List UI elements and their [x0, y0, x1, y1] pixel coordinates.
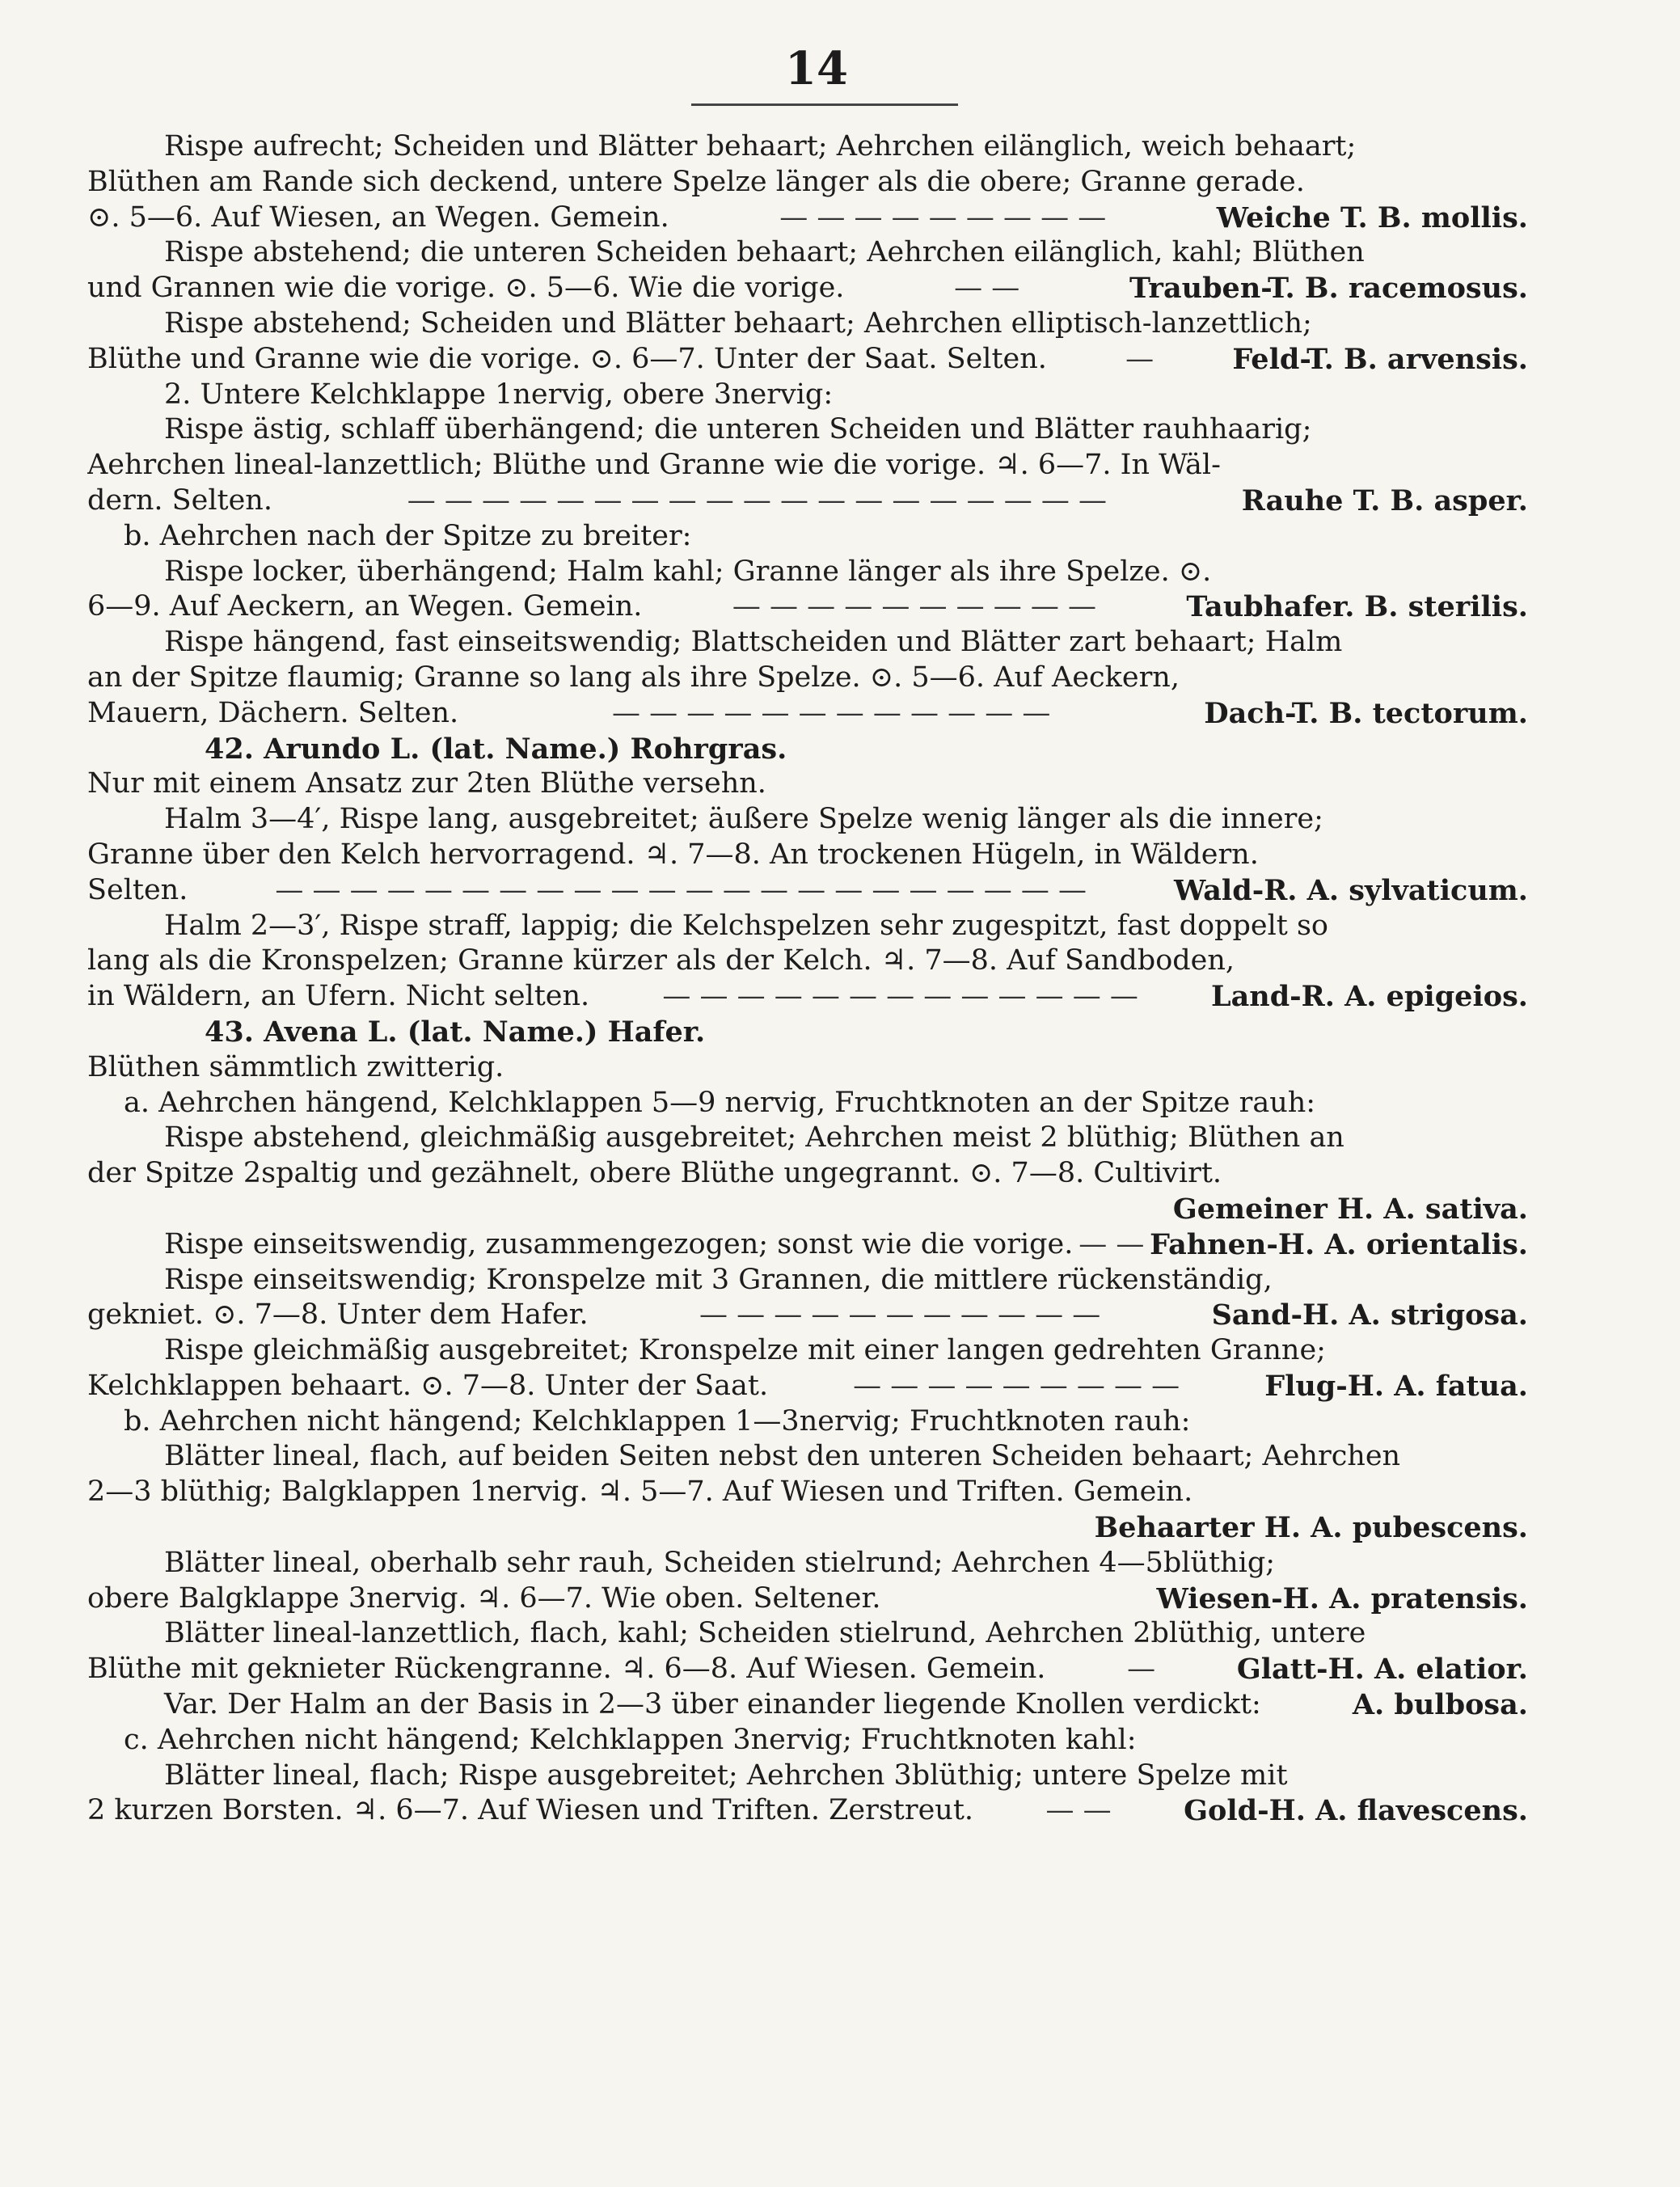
text-line	[87, 1227, 1528, 1263]
species-name: Flug-H. A. fatua.	[1264, 1369, 1528, 1403]
text-line: Rispe gleichmäßig ausgebreitet; Kronspelze mit einer langen gedrehten Granne;	[164, 1334, 1326, 1367]
text-line: Rispe einseitswendig; Kronspelze mit 3 Grannen, die mittlere rückenständig,	[164, 1263, 1273, 1296]
line-text: in Wäldern, an Ufern. Nicht selten.	[87, 980, 590, 1013]
text-line	[87, 589, 1528, 625]
line-text: gekniet. ⊙. 7—8. Unter dem Hafer.	[87, 1298, 589, 1332]
line-dashes: — —	[954, 272, 1020, 305]
species-name: Gold-H. A. flavescens.	[1184, 1794, 1528, 1828]
text-line	[87, 1687, 1528, 1723]
text-line	[87, 483, 1528, 519]
line-text: ⊙. 5—6. Auf Wiesen, an Wegen. Gemein.	[87, 201, 669, 234]
text-line: Rispe aufrecht; Scheiden und Blätter behaart; Aehrchen eilänglich, weich behaart;	[164, 130, 1357, 163]
line-text: Blüthe mit geknieter Rückengranne. ♃. 6—8. Auf Wiesen. Gemein.	[87, 1653, 1046, 1686]
text-line: 2—3 blüthig; Balgklappen 1nervig. ♃. 5—7. Auf Wiesen und Triften. Gemein.	[87, 1476, 1193, 1509]
line-text: 6—9. Auf Aeckern, an Wegen. Gemein.	[87, 590, 643, 623]
line-text: Selten.	[87, 873, 188, 906]
text-line: Granne über den Kelch hervorragend. ♃. 7—8. An trockenen Hügeln, in Wäldern.	[87, 838, 1259, 871]
genus-heading: 43. Avena L. (lat. Name.) Hafer.	[205, 1015, 706, 1049]
line-dashes: — — — — — — — — — — —	[699, 1298, 1101, 1332]
species-name: Wiesen-H. A. pratensis.	[1156, 1581, 1528, 1615]
species-name: Rauhe T. B. asper.	[1241, 483, 1528, 517]
text-line: an der Spitze flaumig; Granne so lang als ihre Spelze. ⊙. 5—6. Auf Aeckern,	[87, 661, 1180, 694]
text-line: Blätter lineal, flach; Rispe ausgebreitet; Aehrchen 3blüthig; untere Spelze mit	[164, 1758, 1288, 1792]
text-line	[87, 1793, 1528, 1829]
line-dashes: — — — — — — — — — — — — —	[662, 980, 1138, 1013]
species-name: Feld-T. B. arvensis.	[1232, 342, 1528, 376]
species-name: Wald-R. A. sylvaticum.	[1173, 873, 1528, 907]
text-line: Rispe abstehend; die unteren Scheiden behaart; Aehrchen eilänglich, kahl; Blüthen	[164, 236, 1365, 269]
text-line	[87, 873, 1528, 909]
text-line: Blätter lineal-lanzettlich, flach, kahl; Scheiden stielrund, Aehrchen 2blüthig, untere	[164, 1617, 1366, 1650]
page-number: 14	[785, 42, 848, 95]
line-text: Var. Der Halm an der Basis in 2—3 über einander liegende Knollen verdickt:	[164, 1688, 1261, 1721]
text-line	[87, 1652, 1528, 1687]
text-line: lang als die Kronspelzen; Granne kürzer als der Kelch. ♃. 7—8. Auf Sandboden,	[87, 944, 1235, 977]
line-dashes: — —	[1078, 1227, 1145, 1260]
line-text: dern. Selten.	[87, 483, 272, 517]
text-line: Rispe locker, überhängend; Halm kahl; Granne länger als ihre Spelze. ⊙.	[164, 555, 1212, 588]
text-line	[87, 1192, 1528, 1227]
text-line: Rispe abstehend, gleichmäßig ausgebreitet; Aehrchen meist 2 blüthig; Blüthen an	[164, 1121, 1344, 1155]
line-text: Rispe einseitswendig, zusammengezogen; sonst wie die vorige.	[164, 1227, 1074, 1260]
line-text: Kelchklappen behaart. ⊙. 7—8. Unter der Saat.	[87, 1369, 769, 1402]
line-dashes: — — — — — — — — —	[853, 1369, 1180, 1402]
text-line: 2. Untere Kelchklappe 1nervig, obere 3nervig:	[164, 378, 834, 411]
species-name: Glatt-H. A. elatior.	[1236, 1653, 1528, 1687]
species-name: Weiche T. B. mollis.	[1216, 201, 1528, 234]
text-line: Halm 3—4′, Rispe lang, ausgebreitet; äußere Spelze wenig länger als die innere;	[164, 803, 1323, 836]
page-body	[87, 129, 1528, 1829]
text-line: Aehrchen lineal-lanzettlich; Blüthe und Granne wie die vorige. ♃. 6—7. In Wäl-	[87, 449, 1221, 482]
text-line: Rispe hängend, fast einseitswendig; Blattscheiden und Blätter zart behaart; Halm	[164, 626, 1343, 659]
text-line	[87, 1369, 1528, 1404]
line-text: obere Balgklappe 3nervig. ♃. 6—7. Wie oben. Seltener.	[87, 1581, 881, 1615]
line-text: Blüthe und Granne wie die vorige. ⊙. 6—7. Unter der Saat. Selten.	[87, 342, 1047, 375]
species-name: Taubhafer. B. sterilis.	[1186, 590, 1528, 624]
text-line: b. Aehrchen nicht hängend; Kelchklappen 1—3nervig; Fruchtknoten rauh:	[124, 1404, 1191, 1438]
text-line: a. Aehrchen hängend, Kelchklappen 5—9 nervig, Fruchtknoten an der Spitze rauh:	[124, 1086, 1316, 1119]
text-line	[87, 979, 1528, 1015]
line-dashes: — — — — — — — — — — — —	[611, 696, 1051, 729]
text-line	[87, 1298, 1528, 1333]
line-text: Mauern, Dächern. Selten.	[87, 696, 459, 729]
line-text: 2 kurzen Borsten. ♃. 6—7. Auf Wiesen und Triften. Zerstreut.	[87, 1794, 974, 1827]
text-line	[87, 342, 1528, 378]
text-line: Halm 2—3′, Rispe straff, lappig; die Kelchspelzen sehr zugespitzt, fast doppelt so	[164, 909, 1328, 942]
species-name: Trauben-T. B. racemosus.	[1129, 272, 1528, 306]
text-line: Blüthen am Rande sich deckend, untere Spelze länger als die obere; Granne gerade.	[87, 165, 1305, 198]
text-line: Blüthen sämmtlich zwitterig.	[87, 1050, 504, 1083]
text-line: Blätter lineal, flach, auf beiden Seiten nebst den unteren Scheiden behaart; Aehrchen	[164, 1440, 1401, 1473]
line-dashes: — — — — — — — — — — — — — — — — — — —	[407, 483, 1107, 517]
text-line	[87, 201, 1528, 236]
species-name: Fahnen-H. A. orientalis.	[1150, 1227, 1528, 1261]
species-name: Gemeiner H. A. sativa.	[1172, 1192, 1528, 1226]
line-dashes: — — — — — — — — —	[779, 201, 1107, 234]
text-line: c. Aehrchen nicht hängend; Kelchklappen 3nervig; Fruchtknoten kahl:	[124, 1723, 1137, 1756]
species-name: Behaarter H. A. pubescens.	[1094, 1511, 1528, 1545]
genus-heading: 42. Arundo L. (lat. Name.) Rohrgras.	[205, 732, 787, 766]
text-line: b. Aehrchen nach der Spitze zu breiter:	[124, 519, 692, 552]
header-rule	[691, 103, 958, 106]
line-dashes: —	[1125, 342, 1154, 375]
species-name: Land-R. A. epigeios.	[1210, 980, 1528, 1014]
text-line: Blätter lineal, oberhalb sehr rauh, Scheiden stielrund; Aehrchen 4—5blüthig;	[164, 1546, 1276, 1579]
species-name: Sand-H. A. strigosa.	[1211, 1298, 1528, 1332]
line-dashes: — —	[1045, 1794, 1112, 1827]
line-dashes: — — — — — — — — — — — — — — — — — — — — — —	[275, 873, 1087, 906]
text-line	[87, 696, 1528, 732]
text-line: Rispe abstehend; Scheiden und Blätter behaart; Aehrchen elliptisch-lanzettlich;	[164, 306, 1312, 340]
text-line	[87, 1510, 1528, 1546]
text-line: Rispe ästig, schlaff überhängend; die unteren Scheiden und Blätter rauhhaarig;	[164, 413, 1312, 446]
species-name: Dach-T. B. tectorum.	[1204, 696, 1528, 730]
line-dashes: —	[1127, 1653, 1156, 1686]
text-line	[87, 271, 1528, 306]
text-line	[87, 1581, 1528, 1617]
line-dashes: — — — — — — — — — —	[732, 590, 1096, 623]
text-line: Nur mit einem Ansatz zur 2ten Blüthe versehn.	[87, 767, 766, 800]
species-name: A. bulbosa.	[1352, 1688, 1528, 1722]
text-line: der Spitze 2spaltig und gezähnelt, obere Blüthe ungegrannt. ⊙. 7—8. Cultivirt.	[87, 1157, 1222, 1190]
line-text: und Grannen wie die vorige. ⊙. 5—6. Wie die vorige.	[87, 272, 845, 305]
